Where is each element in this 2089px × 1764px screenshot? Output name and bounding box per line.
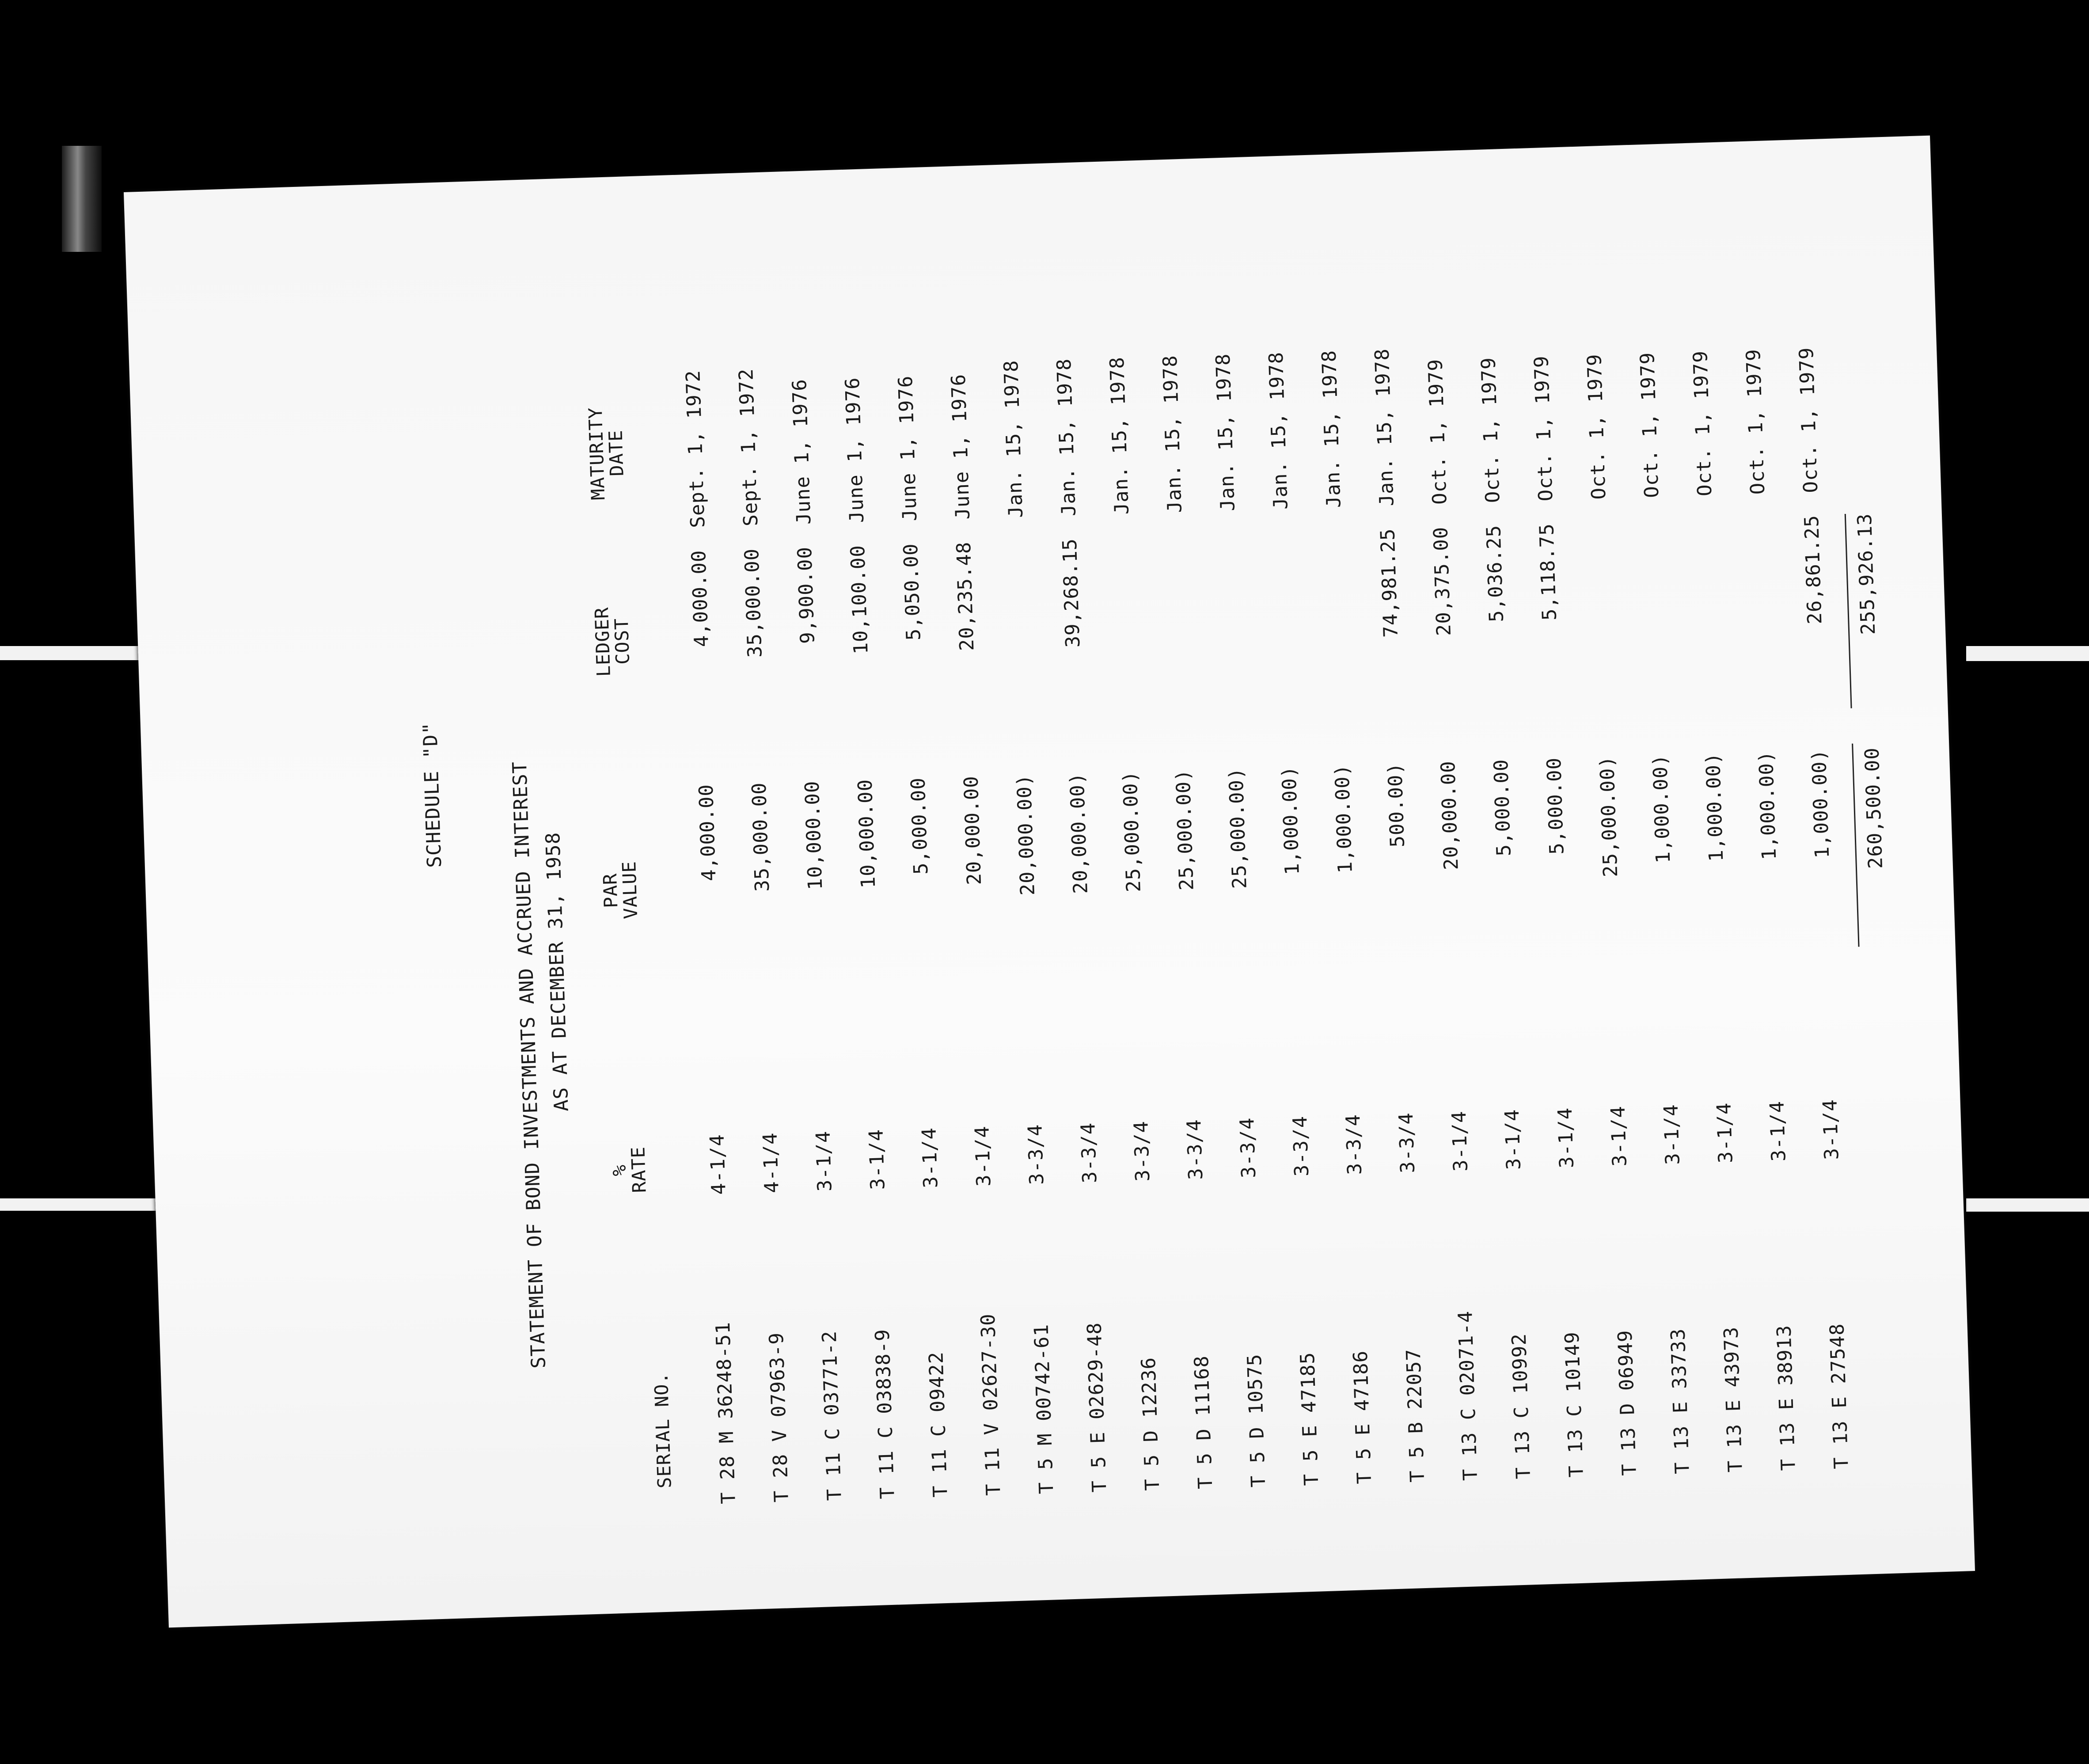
serial-cell: T 11 C 09422 [925,1351,952,1498]
par-value-cell: 20,000.00) [1066,772,1092,894]
par-value-cell: 10,000.00 [801,780,827,890]
par-value-cell: 5,000.00 [1542,757,1569,855]
par-value-cell: 5,000.00 [1489,758,1515,857]
header-par [600,861,641,920]
rate-cell: 3-3/4 [1288,1115,1314,1177]
document-page [124,136,1975,1628]
ledger-cost-cell: 20,235.48 [952,541,979,651]
header-ledger-top: LEDGER [590,607,615,677]
par-value-cell: 5,000.00 [907,777,933,875]
ledger-cost-cell: 35,000.00 [740,547,767,658]
serial-cell: T 5 E 47186 [1349,1350,1376,1485]
maturity-date-cell: Sept. 1, 1972 [682,369,710,528]
header-rate [609,1146,649,1194]
par-value-cell: 35,000.00 [748,782,774,892]
rate-cell: 3-1/4 [1766,1100,1790,1162]
rate-cell: 3-1/4 [971,1125,995,1187]
rate-cell: 3-1/4 [1553,1107,1578,1169]
film-mark-left-upper [0,646,150,660]
serial-cell: T 5 D 11168 [1190,1355,1217,1490]
ledger-cost-cell: 9,900.00 [793,546,819,644]
maturity-date-cell: June 1, 1976 [894,375,922,522]
film-mark-right-upper [1966,646,2089,661]
serial-cell: T 13 C 10992 [1508,1333,1535,1479]
maturity-date-cell: Jan. 15, 1978 [1212,353,1239,512]
rate-cell: 4-1/4 [706,1133,730,1195]
rate-cell: 3-1/4 [1819,1099,1843,1160]
par-value-cell: 1,000.00) [1648,753,1675,864]
rate-cell: 3-1/4 [1607,1105,1631,1167]
par-value-cell: 1,000.00) [1278,765,1304,875]
statement-title: STATEMENT OF BOND INVESTMENTS AND ACCRUED INTEREST [508,761,551,1369]
rate-cell: 3-1/4 [865,1129,889,1190]
maturity-date-cell: June 1, 1976 [841,376,869,524]
rate-cell: 3-3/4 [1077,1122,1101,1184]
serial-cell: T 13 D 06949 [1614,1329,1641,1476]
schedule-label: SCHEDULE "D" [418,722,446,868]
maturity-date-cell: Jan. 15, 1978 [999,359,1028,518]
maturity-date-cell: Jan. 15, 1978 [1265,351,1292,510]
header-par-bottom: VALUE [618,860,642,920]
rate-cell: 3-3/4 [1341,1114,1367,1175]
rate-cell: 3-3/4 [1235,1117,1261,1179]
maturity-date-cell: Oct. 1, 1979 [1689,350,1717,497]
ledger-cost-cell: 5,036.25 [1482,525,1508,623]
rate-cell: 3-3/4 [1024,1124,1048,1186]
par-value-cell: 1,000.00) [1330,764,1357,874]
par-value-cell: 500.00) [1383,762,1409,848]
rate-cell: 3-3/4 [1394,1112,1420,1174]
maturity-date-cell: Jan. 15, 1978 [1318,350,1345,509]
par-value-cell: 10,000.00 [854,779,880,889]
maturity-date-cell: June 1, 1976 [947,373,975,520]
maturity-date-cell: June 1, 1976 [788,378,816,525]
rate-cell: 3-1/4 [1713,1102,1737,1164]
maturity-date-cell: Sept. 1, 1972 [735,368,763,527]
serial-cell: T 11 V 02627-30 [976,1313,1005,1496]
par-value-cell: 1,000.00) [1755,750,1781,861]
ledger-cost-cell: 39,268.15 [1058,538,1085,648]
header-par-top: PAR [599,873,622,909]
maturity-date-cell: Oct. 1, 1979 [1583,353,1610,500]
serial-cell: T 28 V 07963-9 [765,1332,793,1503]
ledger-cost-cell: 26,861.25 [1800,514,1827,625]
serial-cell: T 5 D 10575 [1243,1353,1270,1488]
maturity-date-cell: Oct. 1, 1979 [1477,357,1504,503]
maturity-date-cell: Oct. 1, 1979 [1636,352,1664,498]
rate-cell: 4-1/4 [759,1132,783,1194]
serial-cell: T 11 C 03838-9 [871,1328,899,1499]
serial-cell: T 13 E 27548 [1826,1323,1853,1470]
ledger-cost-cell: 74,981.25 [1376,528,1403,638]
maturity-date-cell: Jan. 15, 1978 [1371,348,1398,507]
maturity-date-cell: Jan. 15, 1978 [1052,358,1081,517]
serial-cell: T 11 C 03771-2 [818,1330,846,1501]
par-value-cell: 25,000.00) [1119,770,1145,893]
serial-cell: T 5 M 00742-61 [1030,1323,1058,1494]
header-rate-top: % [608,1164,630,1177]
ledger-cost-cell: 20,375.00 [1429,526,1455,636]
par-value-cell: 1,000.00) [1702,752,1728,862]
rate-cell: 3-3/4 [1183,1118,1208,1180]
par-value-cell: 4,000.00 [695,783,721,882]
ledger-cost-cell: 5,118.75 [1535,523,1561,621]
rate-cell: 3-1/4 [812,1130,836,1192]
maturity-date-cell: Oct. 1, 1979 [1795,346,1823,494]
ledger-cost-cell: 4,000.00 [687,549,713,648]
ledger-cost-cell: 5,050.00 [899,543,925,641]
statement-date: AS AT DECEMBER 31, 1958 [541,832,573,1112]
rate-cell: 3-1/4 [1660,1103,1684,1165]
ledger-cost-cell: 10,100.00 [846,544,873,655]
serial-cell: T 13 E 33733 [1667,1328,1694,1475]
maturity-date-cell: Oct. 1, 1979 [1530,355,1557,502]
par-value-cell: 20,000.00 [960,775,986,886]
header-serial [651,1372,674,1489]
serial-cell: T 5 E 47185 [1296,1351,1323,1486]
film-edge-mark [62,146,102,252]
header-maturity-top: MATURITY [584,407,609,501]
rate-cell: 3-3/4 [1130,1120,1155,1182]
header-rate-bottom: RATE [627,1146,650,1194]
header-ledger [592,606,633,677]
serial-cell: T 5 B 22057 [1402,1348,1429,1483]
header-serial-label: SERIAL NO. [650,1372,676,1489]
maturity-date-cell: Jan. 15, 1978 [1105,356,1133,515]
serial-cell: T 13 C 10149 [1561,1331,1588,1478]
rate-cell: 3-1/4 [918,1127,942,1189]
par-value-cell: 25,000.00) [1172,768,1198,891]
par-value-cell: 25,000.00) [1225,767,1251,890]
header-maturity-bottom: DATE [604,429,628,477]
film-mark-left-lower [0,1198,168,1211]
serial-cell: T 5 E 02629-48 [1083,1322,1111,1493]
bond-statement [299,240,1888,1570]
par-value-cell: 20,000.00 [1436,760,1463,871]
ledger-total: 255,926.13 [1853,513,1880,635]
header-ledger-bottom: COST [610,617,634,665]
par-value-cell: 20,000.00) [1013,773,1039,896]
par-value-cell: 25,000.00) [1595,755,1622,878]
header-maturity [586,406,628,500]
serial-cell: T 13 C 02071-4 [1454,1310,1482,1481]
par-total: 260,500.00 [1861,747,1888,869]
maturity-date-cell: Jan. 15, 1978 [1158,354,1186,513]
rate-cell: 3-1/4 [1447,1110,1473,1172]
film-mark-right-lower [1966,1198,2089,1212]
maturity-date-cell: Oct. 1, 1979 [1424,358,1451,505]
serial-cell: T 28 M 36248-51 [711,1321,740,1505]
serial-cell: T 13 E 38913 [1773,1324,1800,1471]
maturity-date-cell: Oct. 1, 1979 [1742,348,1770,495]
par-value-cell: 1,000.00) [1808,749,1834,859]
serial-cell: T 5 D 12236 [1137,1357,1164,1491]
rate-cell: 3-1/4 [1500,1109,1525,1171]
serial-cell: T 13 E 43973 [1720,1326,1747,1473]
